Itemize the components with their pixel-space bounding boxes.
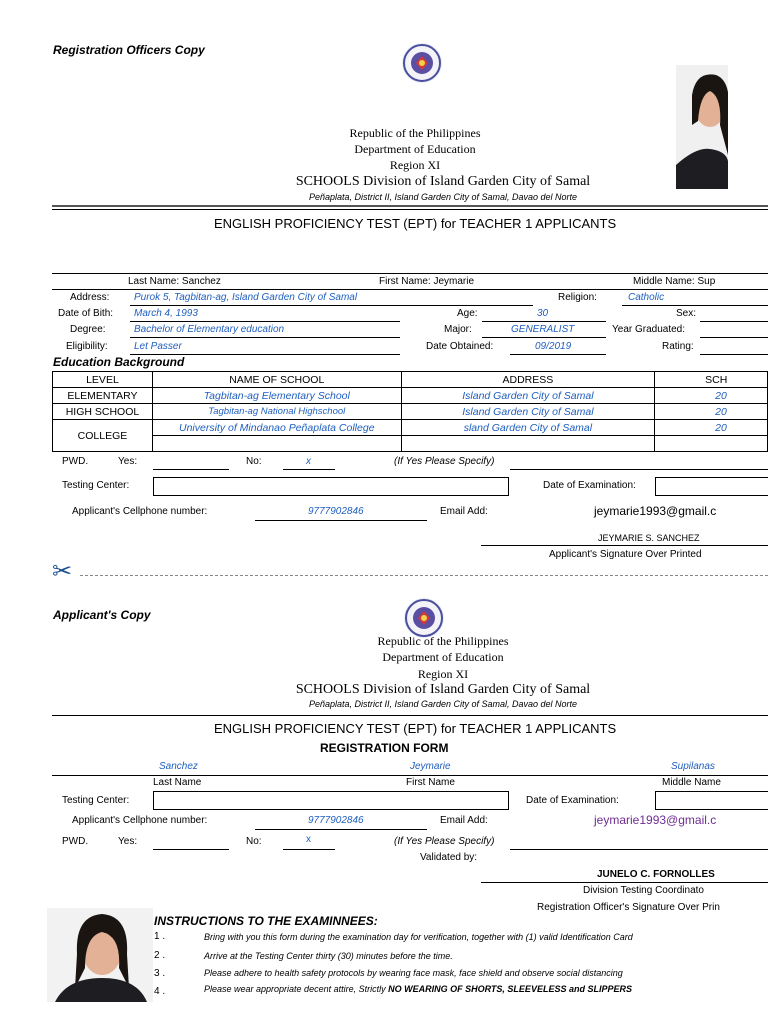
email-value: jeymarie1993@gmail.c [594,504,717,518]
table-row-blank [53,436,768,452]
pwd-specify-field[interactable] [510,469,768,470]
cell-label: Applicant's Cellphone number: [72,506,208,517]
header-line-1: Republic of the Philippines [377,634,509,648]
officer-caption: Registration Officer's Signature Over Prin [537,902,720,913]
testing-center-label: Testing Center: [62,480,130,491]
education-table [52,371,768,452]
last-name-label: Last Name [153,777,202,788]
sex-label: Sex: [676,308,697,319]
header-divider [52,205,768,207]
names-line [52,775,768,776]
age-value: 30 [537,308,549,319]
form-subtitle: REGISTRATION FORM [320,741,449,755]
header-line-2: Department of Education [382,650,504,664]
school-cell: Tagbitan-ag Elementary School [152,388,401,404]
school-cell: Tagbitan-ag National Highschool [152,404,401,420]
division-address: Peñaplata, District II, Island Garden City of Samal, Davao del Norte [308,192,578,202]
cut-line [80,575,768,576]
year-cell: 20 [655,420,768,436]
instruction-text-part: Please wear appropriate decent attire, Strictly [204,984,389,994]
deped-seal-icon [404,598,444,638]
pwd-no-label: No: [246,456,262,467]
date-exam-label: Date of Examination: [526,795,619,806]
instruction-text [204,984,632,994]
copy-label: Registration Officers Copy [53,43,205,57]
instruction-text: Arrive at the Testing Center thirty (30) minutes before the time. [204,951,453,961]
instruction-text: Please adhere to health safety protocols by wearing face mask, face shield and observe social distancing [204,968,623,978]
table-row [53,420,768,436]
instruction-text-bold: NO WEARING OF SHORTS, SLEEVELESS and SLIPPERS [388,984,632,994]
instruction-number: 3 . [154,968,166,979]
instruction-text: Bring with you this form during the examination day for verification, together with (1) valid Identification Card [204,932,633,942]
last-name: Last Name: Sanchez [128,276,221,287]
pwd-no-label: No: [246,836,262,847]
year-cell: 20 [655,404,768,420]
last-name-value: Sanchez [159,761,198,772]
address-cell: Island Garden City of Samal [401,388,654,404]
blank-cell [655,436,768,452]
header-divider [52,715,768,716]
pwd-no-field[interactable] [283,469,335,470]
pwd-specify: (If Yes Please Specify) [394,836,495,847]
division-name: SCHOOLS Division of Island Garden City of Samal [295,682,591,697]
dob-label: Date of Bith: [58,308,114,319]
scissors-icon: ✂ [52,558,73,585]
pwd-specify-field[interactable] [510,849,768,850]
address-cell: Island Garden City of Samal [401,404,654,420]
testing-center-field[interactable] [153,791,509,810]
degree-label: Degree: [70,324,106,335]
email-label: Email Add: [440,506,488,517]
pwd-yes-label: Yes: [118,456,138,467]
major-label: Major: [444,324,472,335]
instruction-number: 1 . [154,931,166,942]
names-top-line [52,273,768,274]
applicant-signature-name: JEYMARIE S. SANCHEZ [598,533,700,543]
age-label: Age: [457,308,478,319]
level-cell: ELEMENTARY [53,388,153,404]
level-cell: HIGH SCHOOL [53,404,153,420]
degree-underline [130,337,400,338]
address-label: Address: [70,292,110,303]
eligibility-value: Let Passer [134,341,182,352]
date-obtained-underline [510,354,606,355]
cell-value: 9777902846 [308,815,364,826]
dob-underline [130,321,400,322]
email-value: jeymarie1993@gmail.c [594,813,717,827]
copy-label: Applicant's Copy [53,608,151,622]
year-underline [700,337,768,338]
table-row [53,388,768,404]
address-cell: sland Garden City of Samal [401,420,654,436]
year-cell: 20 [655,388,768,404]
first-name: First Name: Jeymarie [379,276,475,287]
major-value: GENERALIST [511,324,575,335]
deped-seal-icon [402,43,442,83]
sex-underline [700,321,768,322]
education-heading: Education Background [53,355,185,369]
date-exam-label: Date of Examination: [543,480,636,491]
cell-label: Applicant's Cellphone number: [72,815,208,826]
blank-cell [152,436,401,452]
religion-label: Religion: [558,292,597,303]
cell-underline [255,520,427,521]
age-underline [482,321,606,322]
school-cell: University of Mindanao Peñaplata College [152,420,401,436]
major-underline [482,337,606,338]
cell-value: 9777902846 [308,506,364,517]
form-title: ENGLISH PROFICIENCY TEST (EPT) for TEACHER 1 APPLICANTS [214,721,617,736]
testing-center-field[interactable] [153,477,509,496]
division-address: Peñaplata, District II, Island Garden City of Samal, Davao del Norte [308,699,578,709]
religion-value: Catholic [628,292,665,303]
division-name: SCHOOLS Division of Island Garden City of Samal [295,174,591,189]
testing-center-label: Testing Center: [62,795,130,806]
instruction-number: 4 . [154,986,166,997]
middle-name: Middle Name: Sup [633,276,716,287]
first-name-value: Jeymarie [410,761,451,772]
pwd-label: PWD. [62,456,89,467]
pwd-no-field[interactable] [283,849,335,850]
header-line-2: Department of Education [354,142,476,156]
pwd-yes-field[interactable] [153,849,229,850]
validated-by: Validated by: [420,852,478,863]
pwd-label: PWD. [62,836,89,847]
header-year: SCH [655,372,768,388]
form-title: ENGLISH PROFICIENCY TEST (EPT) for TEACHER 1 APPLICANTS [214,216,617,231]
applicant-signature-caption: Applicant's Signature Over Printed [549,549,702,560]
instruction-number: 2 . [154,950,166,961]
middle-name-label: Middle Name [662,777,721,788]
table-header-row [53,372,768,388]
year-graduated-label: Year Graduated: [612,324,686,335]
address-value: Purok 5, Tagbitan-ag, Island Garden City of Samal [134,292,358,303]
dob-value: March 4, 1993 [134,308,198,319]
address-underline [130,305,533,306]
header-divider-thin [52,209,768,210]
pwd-no-value: x [306,456,311,467]
eligibility-label: Eligibility: [66,341,108,352]
coordinator-title: Division Testing Coordinato [583,885,704,896]
instructions-heading: INSTRUCTIONS TO THE EXAMINNEES: [154,914,378,928]
header-level: LEVEL [53,372,153,388]
email-label: Email Add: [440,815,488,826]
middle-name-value: Supilanas [671,761,715,772]
coordinator-name: JUNELO C. FORNOLLES [597,869,715,880]
blank-cell [401,436,654,452]
religion-underline [622,305,768,306]
pwd-yes-label: Yes: [118,836,138,847]
date-obtained-label: Date Obtained: [426,341,494,352]
date-exam-field[interactable] [655,791,768,810]
table-row [53,404,768,420]
coordinator-line [481,882,768,883]
names-bottom-line [52,289,768,290]
signature-line [481,545,768,546]
header-school: NAME OF SCHOOL [152,372,401,388]
cell-underline [255,829,427,830]
header-line-3: Region XI [417,667,469,681]
header-line-1: Republic of the Philippines [349,126,481,140]
pwd-yes-field[interactable] [153,469,229,470]
rating-underline [700,354,768,355]
degree-value: Bachelor of Elementary education [134,324,285,335]
date-exam-field[interactable] [655,477,768,496]
pwd-specify: (If Yes Please Specify) [394,456,495,467]
rating-label: Rating: [662,341,694,352]
header-address: ADDRESS [401,372,654,388]
level-cell: COLLEGE [53,420,153,452]
header-line-3: Region XI [389,158,441,172]
applicant-photo [47,908,153,1002]
pwd-no-value: x [306,834,311,845]
date-obtained-value: 09/2019 [535,341,572,352]
first-name-label: First Name [406,777,455,788]
